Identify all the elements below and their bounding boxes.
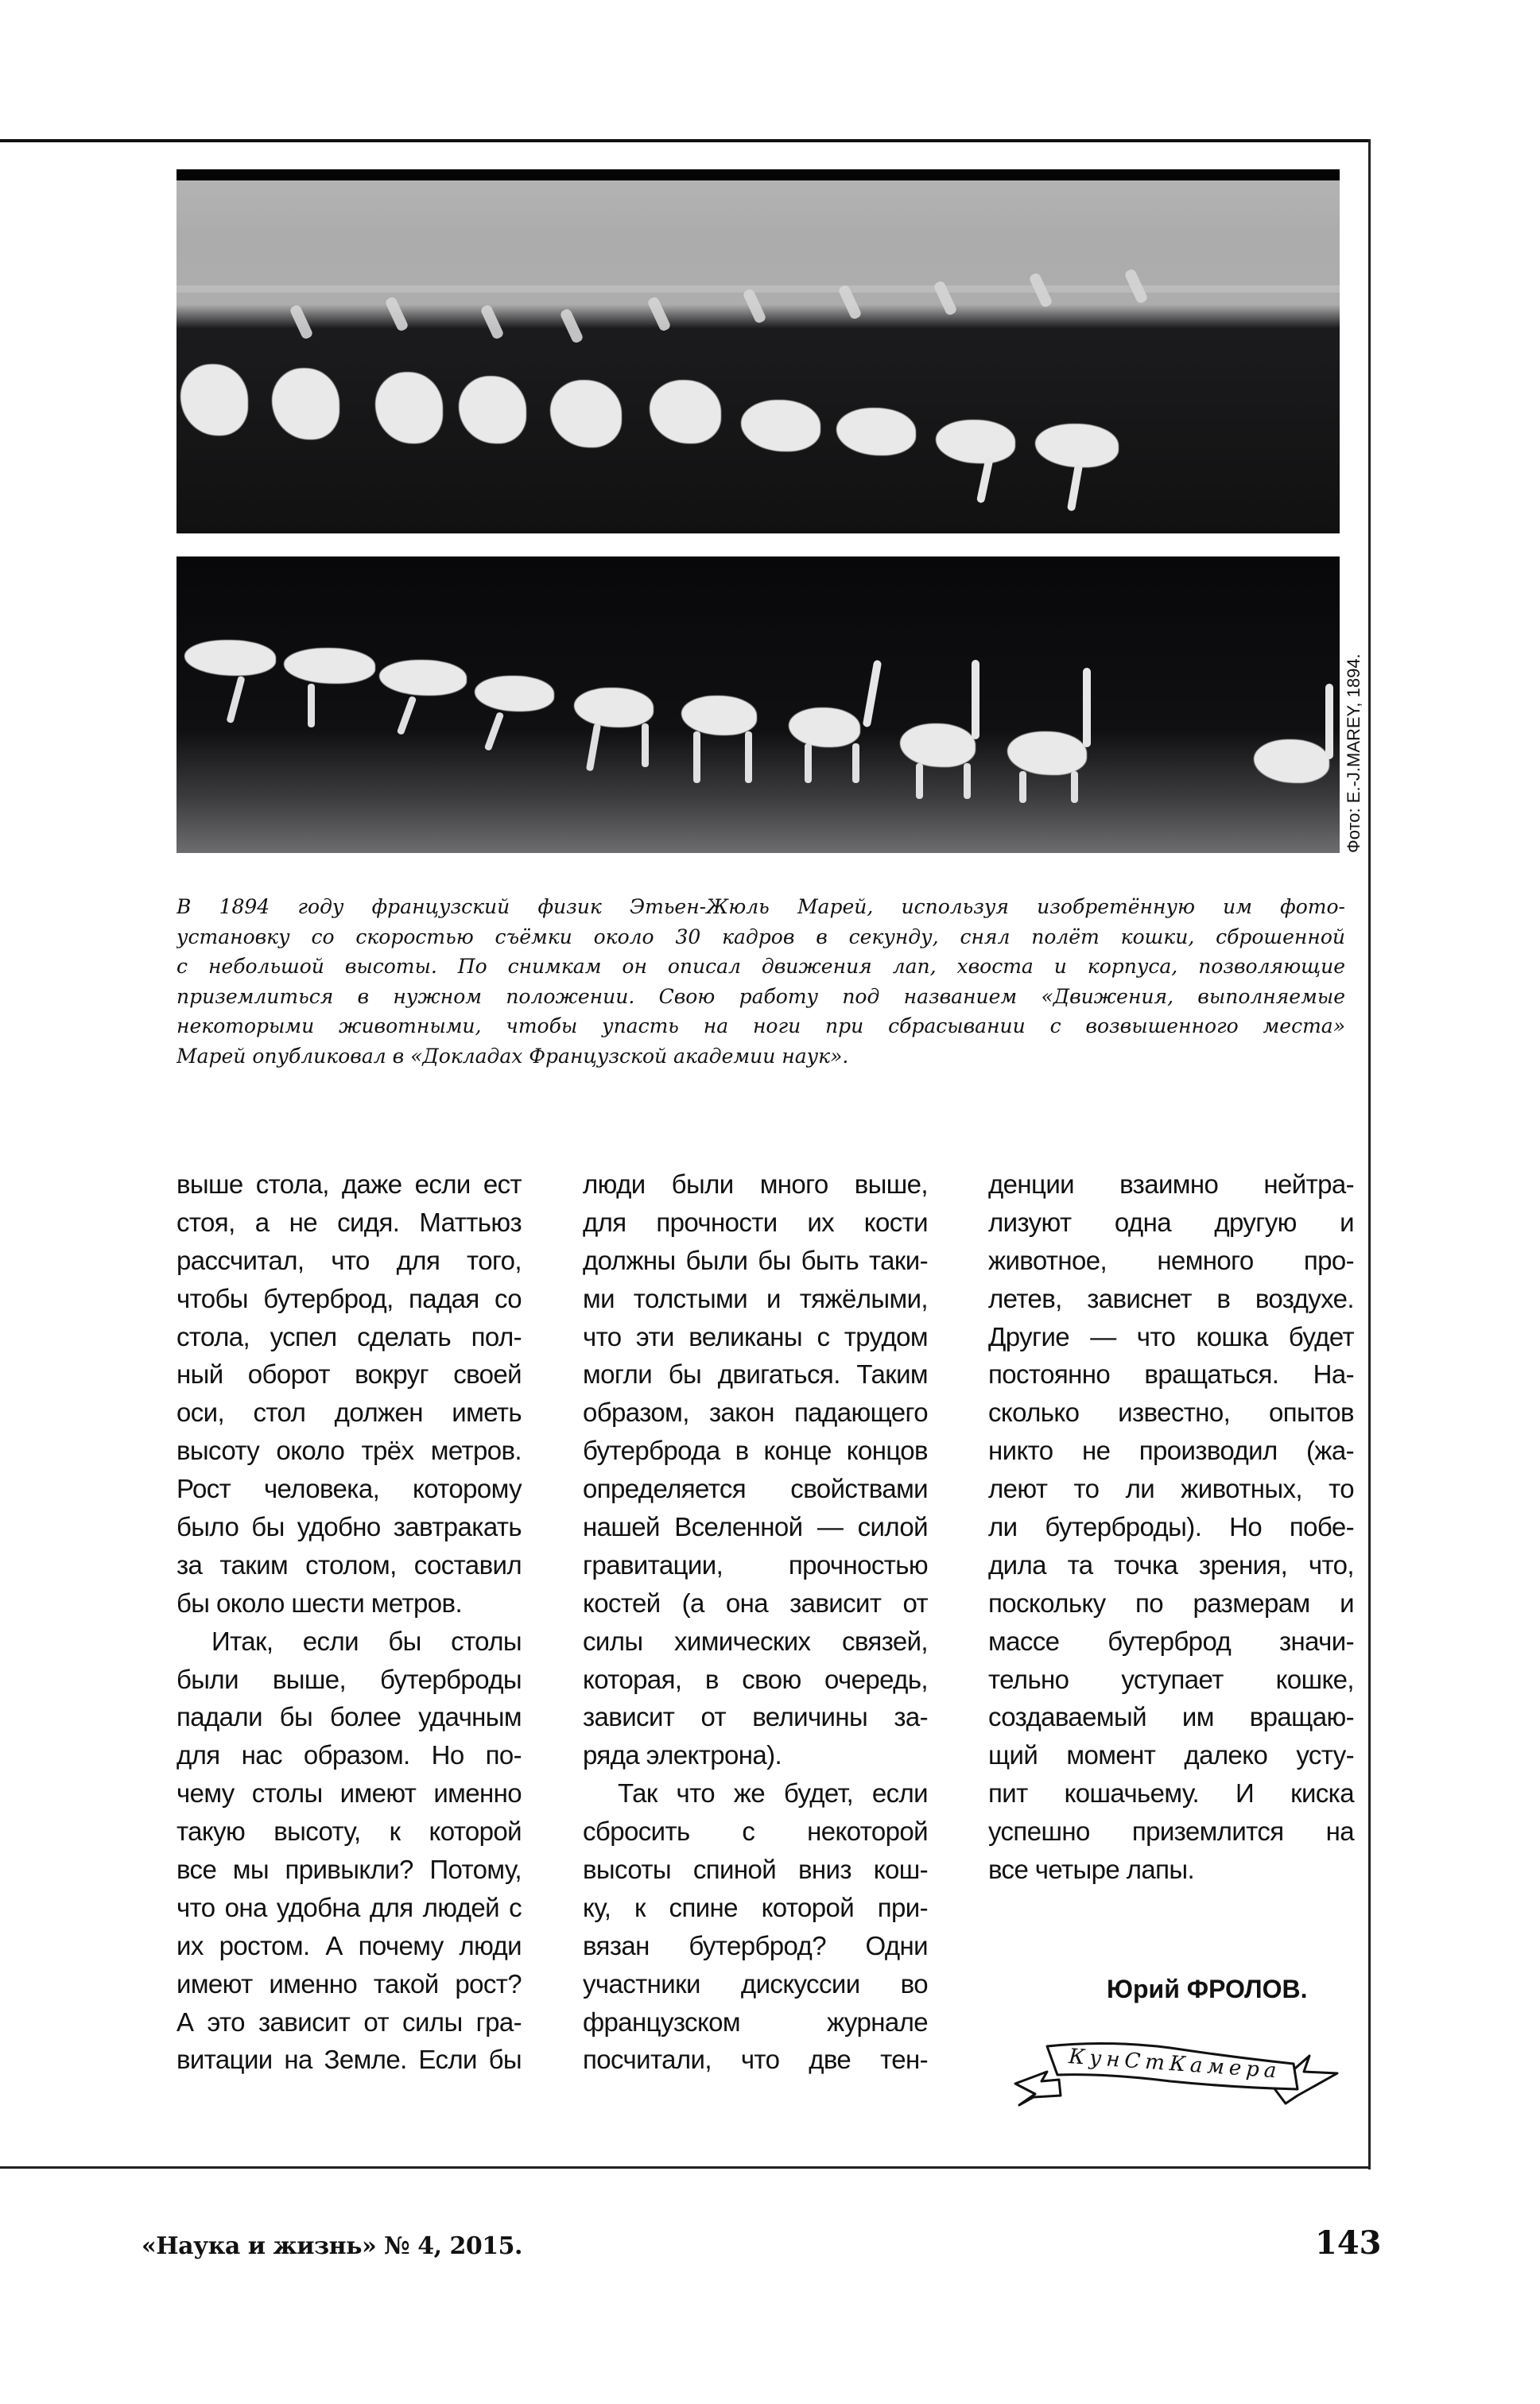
- text-line: ми толстыми и тяжёлыми,: [583, 1283, 928, 1313]
- text-line: люди были много выше,: [583, 1169, 928, 1199]
- text-line: пит кошачьему. И киска: [988, 1778, 1354, 1809]
- text-line: ряда электрона).: [583, 1740, 782, 1770]
- text-line: участники дискуссии во: [583, 1968, 928, 1999]
- text-line: поскольку по размерам и: [988, 1588, 1354, 1618]
- text-line: щий момент далеко усту-: [988, 1740, 1354, 1770]
- cat-frame: [650, 380, 721, 444]
- cat-frame: [681, 696, 757, 735]
- kunstkamera-ribbon-logo: [1011, 2040, 1345, 2111]
- text-line: образом, закон падающего: [583, 1398, 928, 1428]
- cat-frame: [284, 648, 375, 684]
- svg-text:КунСтКамера: КунСтКамера: [1068, 2045, 1282, 2084]
- caption-line: Марей опубликовал в «Докладах Французской академии наук».: [176, 1044, 849, 1068]
- text-line: летев, зависнет в воздухе.: [988, 1283, 1354, 1313]
- caption-line: приземлиться в нужном положении. Свою работу под названием «Движения, выполняемые: [176, 984, 1345, 1008]
- magazine-footer: «Наука и жизнь» № 4, 2015.: [142, 2232, 522, 2260]
- hand: [479, 304, 504, 340]
- caption-line: некоторыми животными, чтобы упасть на ноги при сбрасывании с возвышенного места»: [176, 1014, 1345, 1037]
- text-line: нашей Вселенной — силой: [583, 1512, 928, 1542]
- hand: [384, 296, 409, 332]
- text-line: чему столы имеют именно: [176, 1778, 522, 1809]
- cat-frame: [574, 688, 654, 727]
- text-line: денции взаимно нейтра-: [988, 1169, 1354, 1199]
- text-line: тельно уступает кошке,: [988, 1664, 1354, 1694]
- text-line: их ростом. А почему люди: [176, 1930, 522, 1960]
- text-line: гравитации, прочностью: [583, 1549, 928, 1580]
- text-line: дила та точка зрения, что,: [988, 1549, 1354, 1580]
- text-line: что эти великаны с трудом: [583, 1321, 928, 1351]
- text-line: для нас образом. Но по-: [176, 1740, 522, 1770]
- text-line: посчитали, что две тен-: [583, 2045, 928, 2075]
- chronophoto-top: [176, 169, 1340, 533]
- article-column-2: [583, 1165, 928, 2079]
- text-line: падали бы более удачным: [176, 1702, 522, 1732]
- text-line: Итак, если бы столы: [211, 1626, 522, 1656]
- cat-frame: [459, 376, 526, 444]
- text-line: бутерброда в конце концов: [583, 1436, 928, 1466]
- text-line: ли бутерброды). Но побе-: [988, 1512, 1354, 1542]
- cat-leg: [964, 763, 971, 799]
- hand: [559, 308, 584, 344]
- text-line: рассчитал, что для того,: [176, 1245, 522, 1275]
- text-line: выше стола, даже если ест: [176, 1169, 522, 1199]
- text-line: ку, к спине которой при-: [583, 1892, 928, 1922]
- cat-leg: [586, 723, 601, 772]
- caption-line: В 1894 году французский физик Этьен-Жюль Марей, используя изобретённую им фото-: [176, 895, 1345, 918]
- cat-frame: [900, 723, 976, 767]
- text-line: все четыре лапы.: [988, 1855, 1195, 1885]
- text-line: лизуют одна другую и: [988, 1207, 1354, 1237]
- text-line: костей (а она зависит от: [583, 1588, 928, 1618]
- text-line: бы около шести метров.: [176, 1588, 463, 1618]
- text-line: создаваемый им вращаю-: [988, 1702, 1354, 1732]
- cat-frame: [184, 640, 276, 676]
- text-line: массе бутерброд значи-: [988, 1626, 1354, 1656]
- cat-leg: [805, 743, 812, 783]
- text-line: высоты спиной вниз кош-: [583, 1855, 928, 1885]
- hand: [742, 288, 766, 324]
- text-line: леют то ли животных, то: [988, 1474, 1354, 1504]
- page-number: 143: [1315, 2224, 1382, 2262]
- text-line: сколько известно, опытов: [988, 1398, 1354, 1428]
- text-line: могли бы двигаться. Таким: [583, 1359, 928, 1390]
- cat-frame: [1254, 739, 1329, 783]
- table-edge: [176, 285, 1340, 293]
- cat-frame: [936, 420, 1015, 463]
- text-line: никто не производил (жа-: [988, 1436, 1354, 1466]
- text-line: все мы привыкли? Потому,: [176, 1855, 522, 1885]
- cat-leg: [642, 723, 649, 767]
- hand: [289, 304, 313, 340]
- text-line: ный оборот вокруг своей: [176, 1359, 522, 1390]
- article-column-3: [988, 1165, 1354, 1889]
- cat-tail: [863, 660, 882, 727]
- cat-frame: [475, 676, 554, 712]
- text-line: французском журнале: [583, 2007, 928, 2037]
- text-line: должны были бы быть таки-: [583, 1245, 928, 1275]
- text-line: постоянно вращаться. На-: [988, 1359, 1354, 1390]
- cat-frame: [272, 368, 339, 440]
- text-line: такую высоту, к которой: [176, 1817, 522, 1847]
- text-line: стоя, а не сидя. Маттьюз: [176, 1207, 522, 1237]
- text-line: было бы удобно завтракать: [176, 1512, 522, 1542]
- figure-caption: [176, 892, 1345, 1071]
- text-line: которая, в свою очередь,: [583, 1664, 928, 1694]
- text-line: Рост человека, которому: [176, 1474, 522, 1504]
- frame-top-rule: [0, 139, 1371, 142]
- text-line: для прочности их кости: [583, 1207, 928, 1237]
- photo-credit: Фото: E.-J.MAREY, 1894.: [1344, 653, 1364, 853]
- cat-leg: [1019, 771, 1026, 803]
- text-line: А это зависит от силы гра-: [176, 2007, 522, 2037]
- cat-frame: [1035, 424, 1119, 467]
- cat-frame: [741, 400, 820, 452]
- text-line: определяется свойствами: [583, 1474, 928, 1504]
- cat-frame: [789, 708, 860, 747]
- cat-tail: [1325, 684, 1333, 759]
- text-line: успешно приземлится на: [988, 1817, 1354, 1847]
- cat-leg: [693, 731, 700, 783]
- cat-leg: [308, 684, 315, 727]
- text-line: вязан бутерброд? Одни: [583, 1930, 928, 1960]
- text-line: силы химических связей,: [583, 1626, 928, 1656]
- cat-leg: [916, 763, 923, 799]
- article-column-1: [176, 1165, 522, 2079]
- chronophoto-bottom: [176, 556, 1340, 853]
- text-line: что она удобна для людей с: [176, 1892, 522, 1922]
- cat-frame: [379, 660, 467, 696]
- cat-tail: [972, 660, 979, 739]
- text-line: были выше, бутерброды: [176, 1664, 522, 1694]
- cat-tail: [1067, 463, 1083, 512]
- text-line: имеют именно такой рост?: [176, 1968, 522, 1999]
- cat-leg: [226, 676, 245, 723]
- text-line: оси, стол должен иметь: [176, 1398, 522, 1428]
- author-signature: Юрий ФРОЛОВ.: [1107, 1975, 1308, 2003]
- frame-bottom-rule: [0, 2166, 1371, 2169]
- cat-frame: [375, 372, 443, 444]
- text-line: Другие — что кошка будет: [988, 1321, 1354, 1351]
- hand: [646, 296, 671, 332]
- cat-tail: [1083, 668, 1091, 747]
- cat-frame: [836, 408, 916, 456]
- text-line: стола, успел сделать пол-: [176, 1321, 522, 1351]
- cat-leg: [852, 743, 859, 783]
- cat-leg: [397, 696, 417, 735]
- text-line: Так что же будет, если: [618, 1778, 928, 1809]
- text-line: чтобы бутерброд, падая со: [176, 1283, 522, 1313]
- frame-right-rule: [1368, 139, 1371, 2169]
- text-line: за таким столом, составил: [176, 1549, 522, 1580]
- text-line: высоту около трёх метров.: [176, 1436, 522, 1466]
- cat-frame: [550, 380, 622, 448]
- text-line: зависит от величины за-: [583, 1702, 928, 1732]
- text-line: животное, немного про-: [988, 1245, 1354, 1275]
- cat-frame: [1007, 731, 1087, 775]
- caption-line: с небольшой высоты. По снимкам он описал движения лап, хвоста и корпуса, позволяющие: [176, 955, 1345, 978]
- cat-leg: [745, 731, 752, 783]
- cat-frame: [180, 364, 248, 436]
- text-line: витации на Земле. Если бы: [176, 2045, 522, 2075]
- cat-leg: [1071, 771, 1078, 803]
- cat-leg: [484, 712, 505, 751]
- caption-line: установку со скоростью съёмки около 30 кадров в секунду, снял полёт кошки, сброшенной: [176, 925, 1345, 948]
- text-line: сбросить с некоторой: [583, 1817, 928, 1847]
